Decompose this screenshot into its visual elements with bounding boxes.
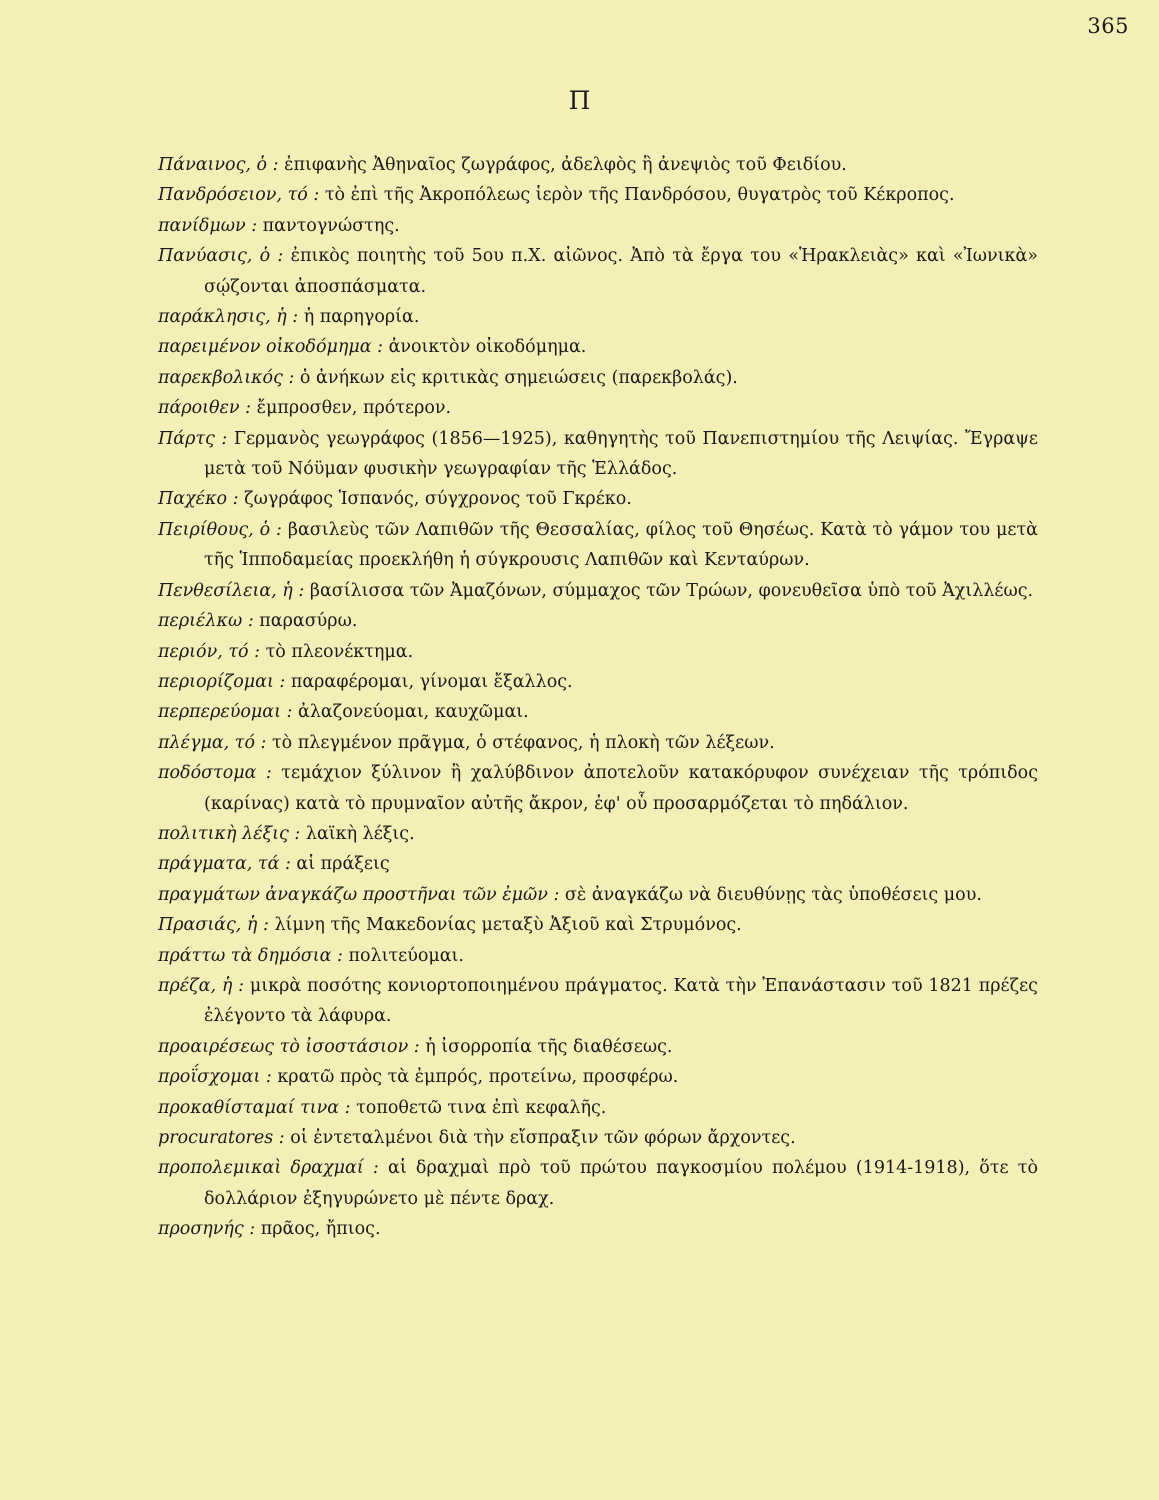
glossary-entry	[158, 150, 1038, 180]
glossary-entry	[158, 180, 1038, 210]
glossary-entry	[158, 424, 1038, 485]
entry-definition: παντογνώστης.	[257, 215, 400, 236]
glossary-entry	[158, 667, 1038, 697]
entry-term: πραγμάτων ἀναγκάζω προστῆναι τῶν ἐμῶν :	[158, 884, 560, 905]
entry-term: περπερεύομαι :	[158, 702, 293, 723]
entry-definition: παρασύρω.	[253, 611, 358, 632]
entry-definition: τεμάχιον ξύλινον ἢ χαλύβδινον ἀποτελοῦν κατακόρυφον συνέχειαν τῆς τρόπιδος (καρίνας) κατὰ τὸ πρυμναῖον αὐτῆς ἄκρον, ἐφ' οὗ προσαρμόζεται τὸ πηδάλιον.	[204, 763, 1038, 814]
entry-definition: αἱ πράξεις	[290, 854, 390, 875]
entry-definition: οἱ ἐντεταλμένοι διὰ τὴν εἴσπραξιν τῶν φόρων ἄρχοντες.	[284, 1128, 796, 1148]
section-letter: Π	[568, 86, 591, 115]
glossary-entry	[158, 211, 1038, 241]
entry-definition: ἀνοικτὸν οἰκοδόμημα.	[383, 337, 587, 358]
glossary-entry	[158, 332, 1038, 362]
entry-term: περιέλκω :	[158, 611, 254, 632]
glossary-entry	[158, 697, 1038, 727]
entry-definition: ἡ ἰσορροπία τῆς διαθέσεως.	[419, 1036, 673, 1057]
glossary-entry	[158, 849, 1038, 879]
glossary-entry	[158, 1062, 1038, 1092]
glossary-entry	[158, 606, 1038, 636]
entry-term: Πρασιάς, ἡ :	[158, 915, 269, 936]
glossary-entry	[158, 971, 1038, 1032]
entry-definition: ἔμπροσθεν, πρότερον.	[251, 398, 452, 419]
entry-term: προπολεμικαὶ δραχμαί :	[158, 1158, 379, 1179]
entry-term: παρεκβολικός :	[158, 367, 295, 388]
glossary-entry	[158, 728, 1038, 758]
entry-term: procuratores :	[158, 1128, 285, 1148]
entry-term: πρέζα, ἡ :	[158, 975, 245, 996]
glossary-entry	[158, 241, 1038, 302]
entry-term: παρειμένον οἰκοδόμημα :	[158, 337, 383, 358]
entry-term: πάροιθεν :	[158, 398, 252, 419]
entry-term: Πανύασις, ὁ :	[158, 246, 284, 267]
glossary-entry	[158, 484, 1038, 514]
entry-definition: βασιλεὺς τῶν Λαπιθῶν τῆς Θεσσαλίας, φίλος τοῦ Θησέως. Κατὰ τὸ γάμον του μετὰ τῆς Ἱπποδαμείας προεκλήθη ἡ σύγκρουσις Λαπιθῶν καὶ Κενταύρων.	[204, 519, 1038, 571]
entry-term: προσηνής :	[158, 1219, 256, 1240]
entry-definition: τὸ πλεονέκτημα.	[260, 641, 414, 662]
entry-definition: ἐπιφανὴς Ἀθηναῖος ζωγράφος, ἀδελφὸς ἢ ἀνεψιὸς τοῦ Φειδίου.	[278, 155, 847, 175]
entry-definition: ἐπικὸς ποιητὴς τοῦ 5ου π.Χ. αἰῶνος. Ἀπὸ τὰ ἔργα του «Ἡρακλειὰς» καὶ «Ἰωνικὰ» σῴζονται ἀποσπάσματα.	[204, 246, 1038, 297]
entry-term: προκαθίσταμαί τινα :	[158, 1097, 351, 1118]
entry-term: περιόν, τό :	[158, 641, 261, 662]
entry-definition: Γερμανὸς γεωγράφος (1856—1925), καθηγητὴς τοῦ Πανεπιστημίου τῆς Λειψίας. Ἔγραψε μετὰ τοῦ Νόϋμαν φυσικὴν γεωγραφίαν τῆς Ἑλλάδος.	[204, 428, 1038, 480]
entry-term: Παχέκο :	[158, 489, 239, 510]
glossary-entry	[158, 576, 1038, 606]
glossary-entry	[158, 1123, 1038, 1153]
glossary-entry	[158, 1214, 1038, 1244]
entry-term: Πάρτς :	[158, 428, 228, 449]
entry-definition: τὸ πλεγμένον πρᾶγμα, ὁ στέφανος, ἡ πλοκὴ τῶν λέξεων.	[266, 732, 775, 753]
glossary-entry	[158, 819, 1038, 849]
entry-definition: τοποθετῶ τινα ἐπὶ κεφαλῆς.	[350, 1097, 607, 1118]
glossary-entry	[158, 1093, 1038, 1123]
entry-definition: παραφέρομαι, γίνομαι ἔξαλλος.	[285, 671, 573, 692]
glossary-entry	[158, 637, 1038, 667]
entry-definition: τὸ ἐπὶ τῆς Ἀκροπόλεως ἱερὸν τῆς Πανδρόσου, θυγατρὸς τοῦ Κέκροπος.	[319, 185, 955, 206]
entry-term: πλέγμα, τό :	[158, 732, 267, 753]
entry-term: παράκλησις, ἡ :	[158, 307, 299, 328]
entry-term: πράττω τὰ δημόσια :	[158, 945, 343, 966]
glossary-entry	[158, 515, 1038, 576]
page-number: 365	[1087, 14, 1129, 38]
entry-definition: λίμνη τῆς Μακεδονίας μεταξὺ Ἀξιοῦ καὶ Στρυμόνος.	[268, 915, 742, 936]
entry-term: ποδόστομα :	[158, 763, 272, 784]
entry-term: πράγματα, τά :	[158, 854, 291, 875]
glossary-entry	[158, 363, 1038, 393]
entry-definition: πρᾶος, ἤπιος.	[255, 1219, 381, 1240]
entry-definition: βασίλισσα τῶν Ἀμαζόνων, σύμμαχος τῶν Τρώων, φονευθεῖσα ὑπὸ τοῦ Ἀχιλλέως.	[304, 580, 1034, 601]
entry-term: Πάναινος, ὁ :	[158, 155, 279, 175]
entry-term: περιορίζομαι :	[158, 671, 286, 692]
glossary-entry	[158, 1032, 1038, 1062]
entry-definition: σὲ ἀναγκάζω νὰ διευθύνῃς τὰς ὑποθέσεις μου.	[559, 884, 982, 905]
glossary-entry	[158, 393, 1038, 423]
entry-term: προΐσχομαι :	[158, 1067, 272, 1088]
entry-definition: πολιτεύομαι.	[342, 945, 464, 966]
entry-term: πανίδμων :	[158, 215, 258, 236]
entry-definition: αἱ δραχμαὶ πρὸ τοῦ πρώτου παγκοσμίου πολέμου (1914-1918), ὅτε τὸ δολλάριον ἐξηγυρώνετο μὲ πέντε δραχ.	[204, 1158, 1038, 1209]
entry-term: πολιτικὴ λέξις :	[158, 823, 301, 844]
entry-definition: ἀλαζονεύομαι, καυχῶμαι.	[292, 702, 529, 723]
entry-term: Πειρίθους, ὁ :	[158, 519, 282, 540]
entry-definition: ἡ παρηγορία.	[298, 307, 420, 328]
entry-definition: ζωγράφος Ἱσπανός, σύγχρονος τοῦ Γκρέκο.	[238, 489, 632, 510]
entry-definition: μικρὰ ποσότης κονιορτοποιημένου πράγματος. Κατὰ τὴν Ἐπανάστασιν τοῦ 1821 πρέζες ἐλέγοντο τὰ λάφυρα.	[204, 975, 1038, 1027]
entry-term: Πανδρόσειον, τό :	[158, 185, 320, 206]
glossary-entry	[158, 941, 1038, 971]
glossary-entries	[158, 150, 1038, 1245]
glossary-entry	[158, 910, 1038, 940]
entry-term: προαιρέσεως τὸ ἰσοστάσιον :	[158, 1036, 420, 1057]
glossary-entry	[158, 758, 1038, 819]
entry-definition: ὁ ἀνήκων εἰς κριτικὰς σημειώσεις (παρεκβολάς).	[294, 367, 738, 388]
entry-definition: λαϊκὴ λέξις.	[300, 823, 415, 844]
entry-definition: κρατῶ πρὸς τὰ ἐμπρός, προτείνω, προσφέρω.	[271, 1067, 679, 1088]
glossary-entry	[158, 1153, 1038, 1214]
glossary-entry	[158, 302, 1038, 332]
entry-term: Πενθεσίλεια, ἡ :	[158, 580, 305, 601]
glossary-entry	[158, 880, 1038, 910]
